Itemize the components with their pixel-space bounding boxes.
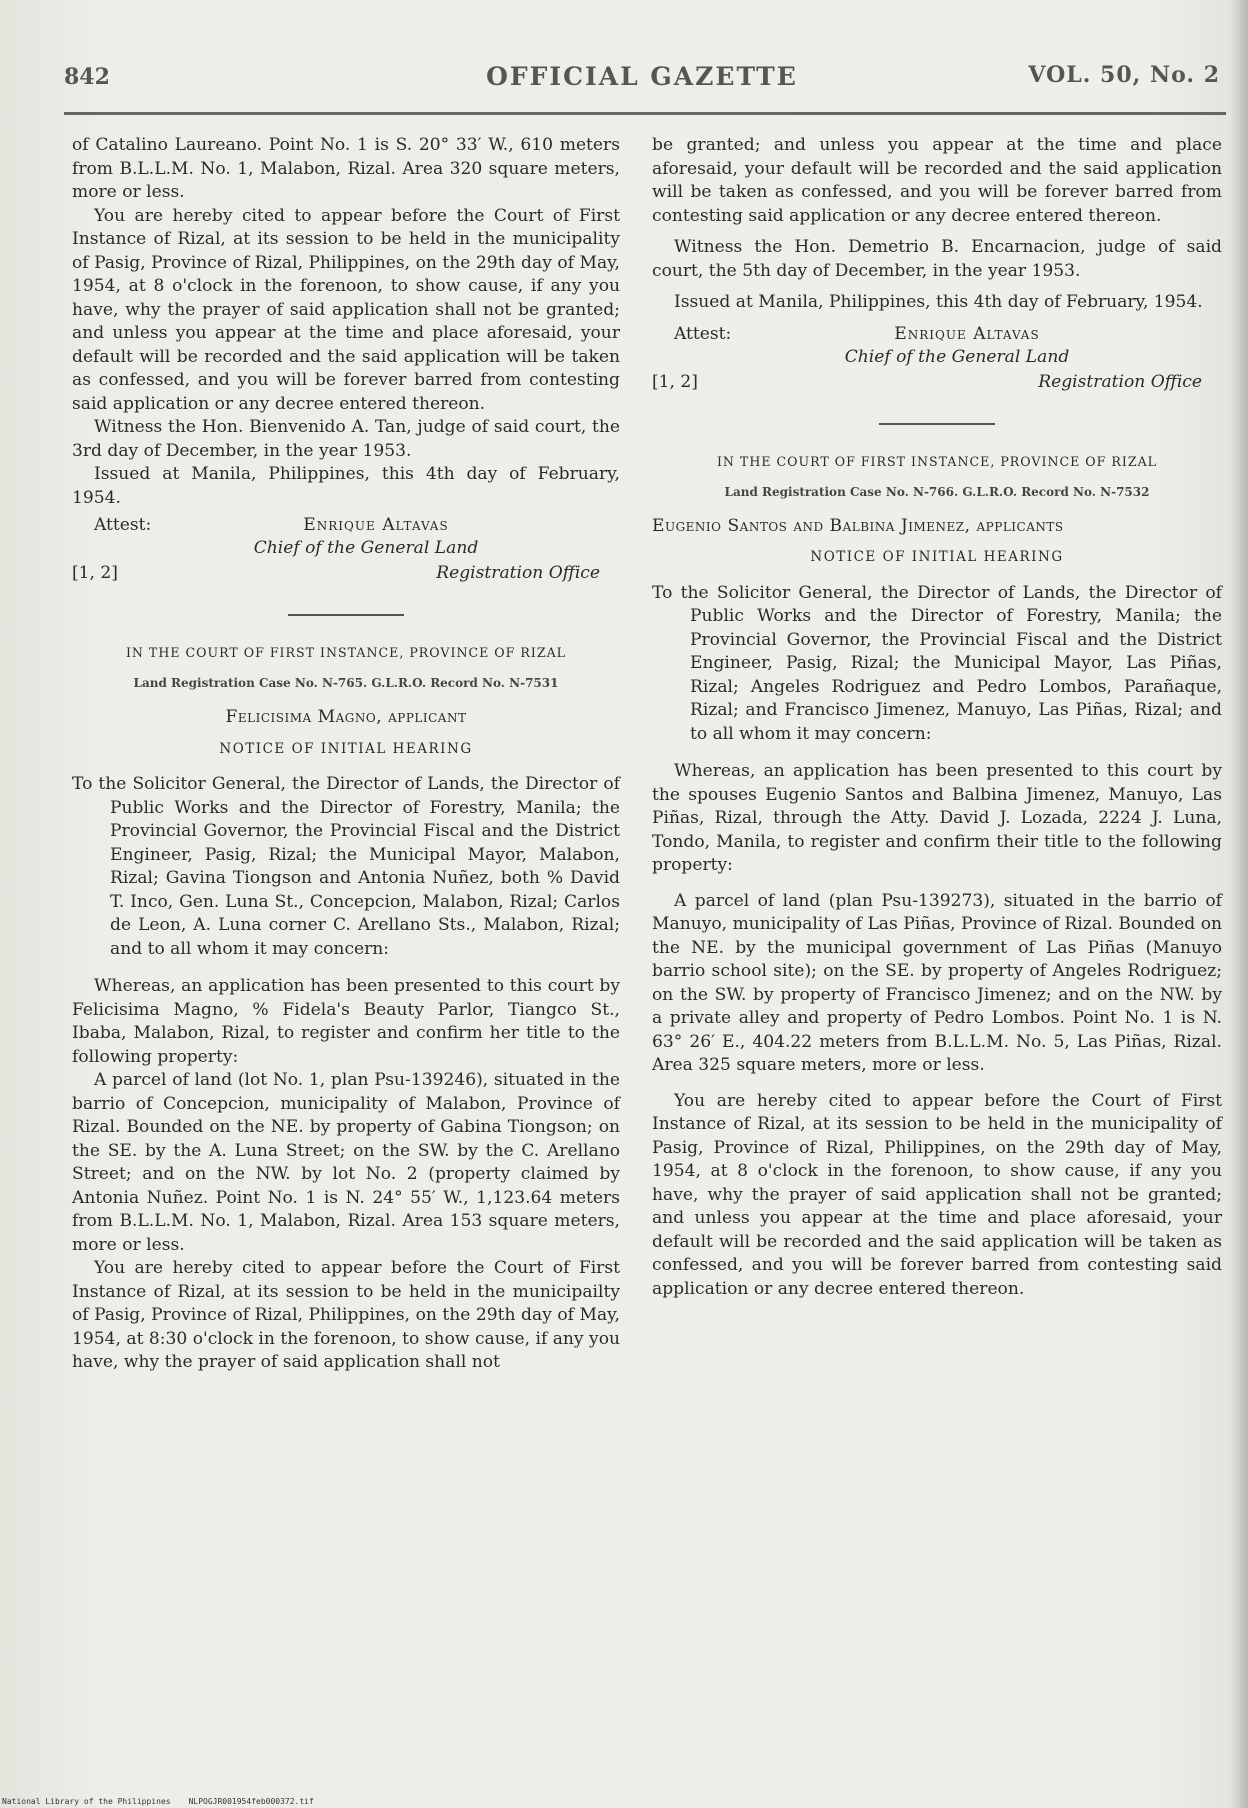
address-paragraph: To the Solicitor General, the Director of Lands, the Director of Public Works and the Director of Forestry, Manila; the Provincial Governor, the Provincial Fiscal and the District Engineer, Pasig, Rizal; the Municipal Mayor, Las Piñas, Rizal; Angeles Rodriguez and Pedro Lombos, Parañaque, Rizal; and Francisco Jimenez, Manuyo, Las Piñas, Rizal; and to all whom it may concern: xyxy=(652,582,1222,744)
applicant-line: Eugenio Santos and Balbina Jimenez, applicants xyxy=(652,515,1064,536)
attest-reference: [1, 2] xyxy=(652,371,698,392)
attest-title-line1: Chief of the General Land xyxy=(844,346,1070,367)
attest-name: Enrique Altavas xyxy=(894,323,1040,344)
publication-title: OFFICIAL GAZETTE xyxy=(486,62,798,91)
paragraph: You are hereby cited to appear before the Court of First Instance of Rizal, at its session to be held in the municipality of Pasig, Province of Rizal, Philippines, on the 29th day of May, 1954, at 8 o'clock in the forenoon, to show cause, if any you have, why the prayer of said application shall not be granted; and unless you appear at the time and place aforesaid, your default will be recorded and the said application will be taken as confessed, and you will be forever barred from contesting said application or any decree entered thereon. xyxy=(652,1090,1222,1299)
paragraph: A parcel of land (plan Psu-139273), situated in the barrio of Manuyo, municipality of Las Piñas, Province of Rizal. Bounded on the NE. by the municipal government of Las Piñas (Manuyo barrio school site); on the SE. by property of Angeles Rodriguez; on the SW. by property of Francisco Jimenez; and on the NW. by a private alley and property of Pedro Lombos. Point No. 1 is N. 63° 26′ E., 404.22 meters from B.L.L.M. No. 5, Las Piñas, Rizal. Area 325 square meters, more or less. xyxy=(652,890,1222,1075)
paragraph: Issued at Manila, Philippines, this 4th day of February, 1954. xyxy=(674,292,1203,312)
applicant-line: Felicisima Magno, applicant xyxy=(225,707,467,727)
notice-heading: NOTICE OF INITIAL HEARING xyxy=(810,549,1064,565)
case-number: Land Registration Case No. N-765. G.L.R.O. Record No. N-7531 xyxy=(133,676,559,690)
section-divider xyxy=(879,423,995,425)
paragraph: A parcel of land (lot No. 1, plan Psu-139246), situated in the barrio of Concepcion, municipality of Malabon, Province of Rizal. Bounded on the NE. by property of Gabina Tiongson; on the SE. by the A. Luna Street; on the SW. by the C. Arellano Street; and on the NW. by lot No. 2 (property claimed by Antonia Nuñez. Point No. 1 is N. 24° 55′ W., 1,123.64 meters from B.L.L.M. No. 1, Malabon, Rizal. Area 153 square meters, more or less. xyxy=(72,1070,620,1255)
attestation-block xyxy=(652,323,1222,397)
attest-reference: [1, 2] xyxy=(72,563,118,583)
header-rule xyxy=(64,112,1226,115)
paragraph: Whereas, an application has been presented to this court by the spouses Eugenio Santos and Balbina Jimenez, Manuyo, Las Piñas, Rizal, through the Atty. David J. Lozada, 2224 J. Luna, Tondo, Manila, to register and confirm their title to the following property: xyxy=(652,761,1222,875)
left-column xyxy=(72,134,620,1375)
paragraph: You are hereby cited to appear before the Court of First Instance of Rizal, at its session to be held in the municipailty of Pasig, Province of Rizal, Philippines, on the 29th day of May, 1954, at 8:30 o'clock in the forenoon, to show cause, if any you have, why the prayer of said application shall not xyxy=(72,1258,620,1372)
paragraph: Witness the Hon. Demetrio B. Encarnacion, judge of said court, the 5th day of December, in the year 1953. xyxy=(652,237,1222,281)
page-header xyxy=(64,58,1220,98)
section-divider xyxy=(288,614,404,616)
paragraph: You are hereby cited to appear before the Court of First Instance of Rizal, at its session to be held in the municipality of Pasig, Province of Rizal, Philippines, on the 29th day of May, 1954, at 8 o'clock in the forenoon, to show cause, if any you have, why the prayer of said application shall not be granted; and unless you appear at the time and place aforesaid, your default will be recorded and the said application will be taken as confessed, and you will be forever barred from contesting said application or any decree entered thereon. xyxy=(72,205,620,414)
page-edge-shadow xyxy=(1230,0,1248,1808)
file-name: NLPOGJR001954feb000372.tif xyxy=(188,1797,314,1806)
paragraph: Issued at Manila, Philippines, this 4th day of February, 1954. xyxy=(72,464,620,508)
volume-label: VOL. 50, No. 2 xyxy=(1028,62,1220,88)
paragraph: Witness the Hon. Bienvenido A. Tan, judge of said court, the 3rd day of December, in the year 1953. xyxy=(72,417,620,461)
attest-title-line2: Registration Office xyxy=(436,563,600,583)
court-heading: IN THE COURT OF FIRST INSTANCE, PROVINCE OF RIZAL xyxy=(125,645,567,660)
court-heading: IN THE COURT OF FIRST INSTANCE, PROVINCE OF RIZAL xyxy=(716,453,1158,469)
library-credit: National Library of the Philippines xyxy=(2,1797,171,1806)
attest-label: Attest: xyxy=(94,515,152,535)
right-column xyxy=(652,134,1222,1301)
paragraph: of Catalino Laureano. Point No. 1 is S. 20° 33′ W., 610 meters from B.L.L.M. No. 1, Malabon, Rizal. Area 320 square meters, more or less. xyxy=(72,135,620,202)
paragraph: be granted; and unless you appear at the time and place aforesaid, your default will be recorded and the said application will be taken as confessed, and you will be forever barred from contesting said application or any decree entered thereon. xyxy=(652,135,1222,226)
attest-label: Attest: xyxy=(674,323,732,344)
attestation-block xyxy=(72,514,620,588)
attest-title-line2: Registration Office xyxy=(1038,371,1202,392)
page-number: 842 xyxy=(64,64,110,90)
attest-title-line1: Chief of the General Land xyxy=(253,538,479,558)
attest-name: Enrique Altavas xyxy=(303,515,449,535)
address-paragraph: To the Solicitor General, the Director of Lands, the Director of Public Works and the Director of Forestry, Manila; the Provincial Governor, the Provincial Fiscal and the District Engineer, Pasig, Rizal; the Municipal Mayor, Malabon, Rizal; Gavina Tiongson and Antonia Nuñez, both % David T. Inco, Gen. Luna St., Concepcion, Malabon, Rizal; Carlos de Leon, A. Luna corner C. Arellano Sts., Malabon, Rizal; and to all whom it may concern: xyxy=(72,774,620,959)
notice-heading: NOTICE OF INITIAL HEARING xyxy=(219,740,473,757)
paragraph: Whereas, an application has been presented to this court by Felicisima Magno, % Fidela's Beauty Parlor, Tiangco St., Ibaba, Malabon, Rizal, to register and confirm her title to the following property: xyxy=(72,976,620,1067)
scan-footer xyxy=(2,1797,314,1806)
case-number: Land Registration Case No. N-766. G.L.R.O. Record No. N-7532 xyxy=(724,484,1150,499)
